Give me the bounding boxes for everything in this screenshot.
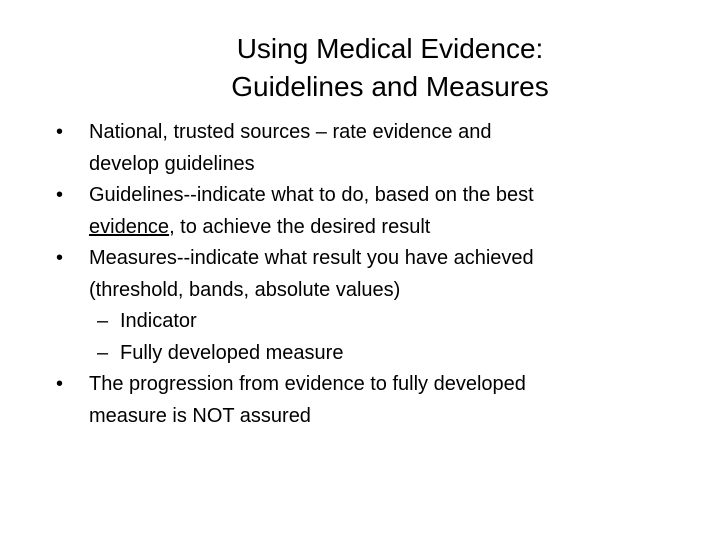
sub-bullet-marker: – (97, 341, 109, 364)
bullet-text: National, trusted sources – rate evidence and (89, 121, 492, 143)
bullet-text-rest: , to achieve the desired result (169, 215, 431, 238)
bullet-item (56, 369, 696, 432)
title-line-2: Guidelines and Measures (231, 71, 549, 102)
bullet-item (56, 180, 696, 243)
bullet-marker: • (56, 373, 64, 395)
bullet-text: Guidelines--indicate what to do, based on the best (89, 184, 534, 206)
underlined-word: evidence (89, 215, 170, 238)
bullet-item (56, 117, 696, 180)
sub-bullet-item (56, 338, 696, 370)
bullet-text: develop guidelines (89, 152, 255, 175)
bullet-text: The progression from evidence to fully developed (89, 373, 526, 395)
bullet-marker: • (56, 247, 64, 269)
bullet-list (56, 117, 696, 432)
bullet-marker: • (56, 184, 64, 206)
bullet-text: Measures--indicate what result you have achieved (89, 247, 534, 269)
sub-bullet-marker: – (97, 310, 109, 332)
bullet-marker: • (56, 121, 64, 143)
title-line-1: Using Medical Evidence: (236, 33, 544, 64)
sub-bullet-text: Fully developed measure (120, 341, 344, 364)
slide-title (120, 30, 660, 106)
bullet-item (56, 243, 696, 306)
bullet-text (89, 212, 696, 244)
sub-bullet-text: Indicator (120, 310, 197, 332)
sub-bullet-item (56, 306, 696, 338)
bullet-text: (threshold, bands, absolute values) (89, 278, 401, 301)
bullet-text: measure is NOT assured (89, 404, 311, 427)
